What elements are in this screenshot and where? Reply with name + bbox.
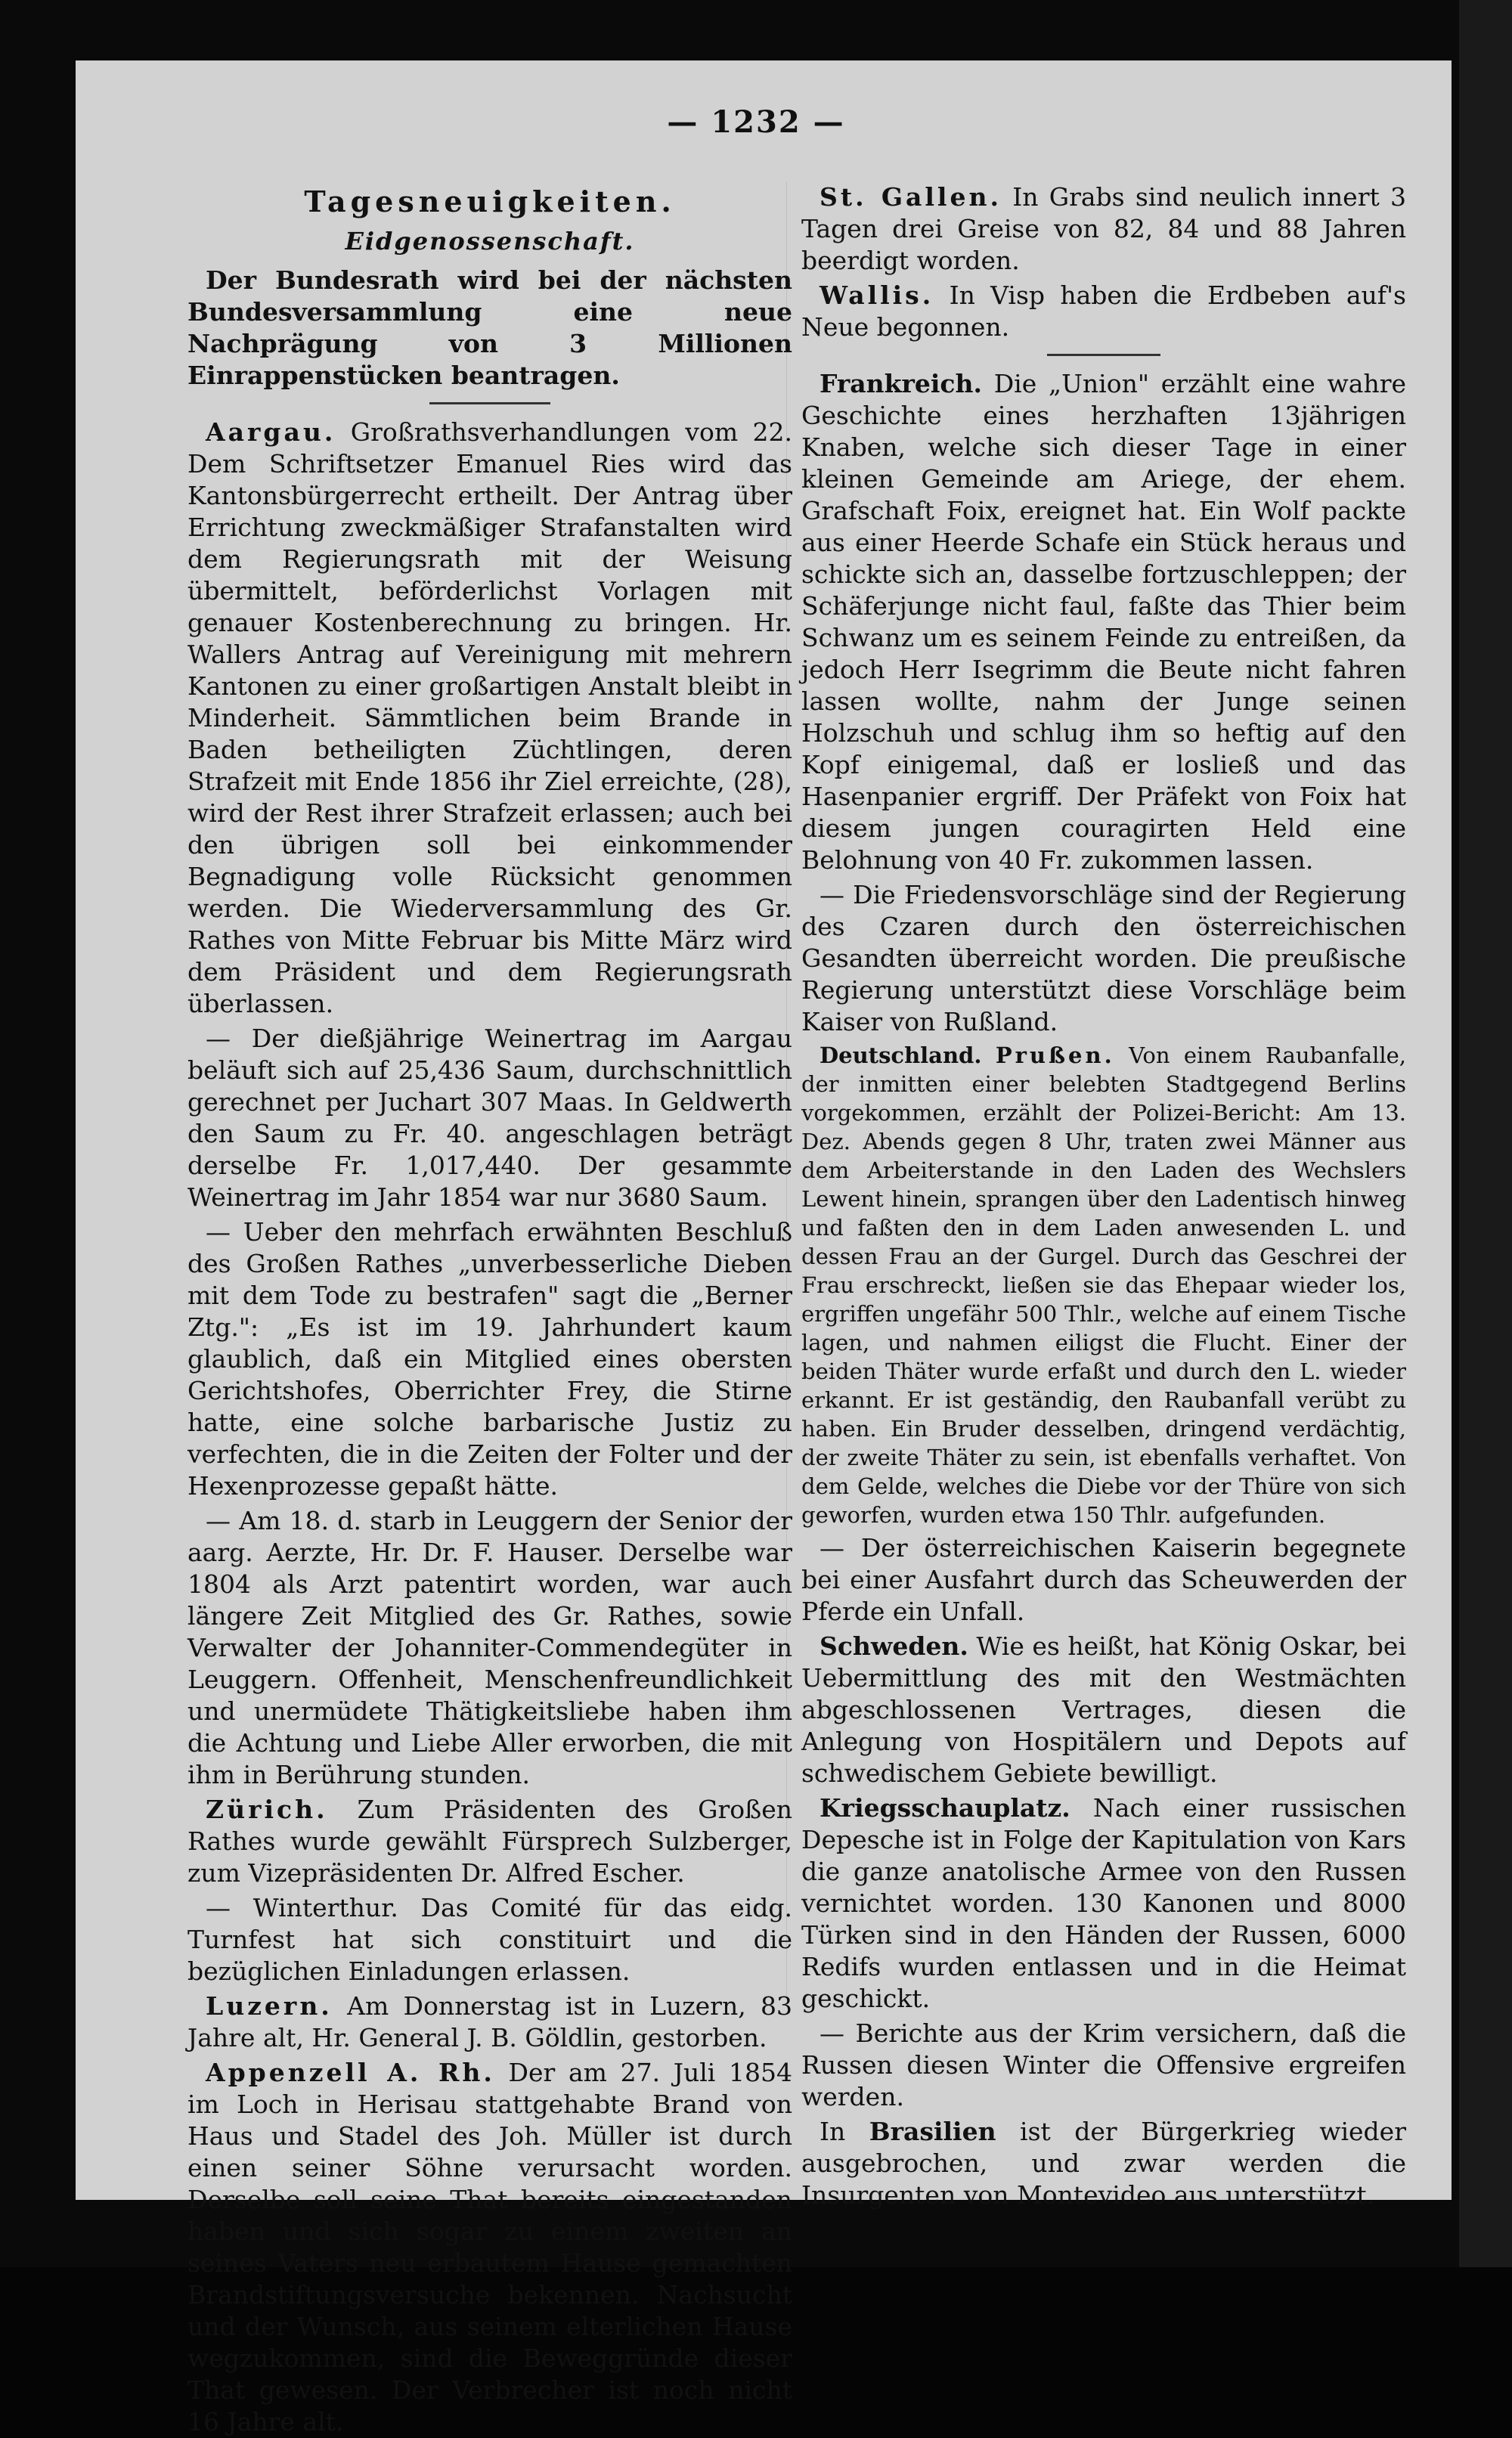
separator-rule [1047, 354, 1160, 356]
article-luzern: Luzern. Am Donnerstag ist in Luzern, 83 Jahre alt, Hr. General J. B. Göldlin, gestorben. [187, 1991, 792, 2052]
scan-edge-strip [1459, 0, 1512, 2267]
article-st-gallen: St. Gallen. In Grabs sind neulich innert 3 Tagen drei Greise von 82, 84 und 88 Jahren beerdigt worden. [801, 182, 1406, 275]
article-brasilien: In Brasilien ist der Bürgerkrieg wieder ausgebrochen, und zwar werden die Insurgenten von Montevideo aus unterstützt. [801, 2117, 1406, 2210]
page-number: — 1232 — [667, 104, 845, 140]
article-wallis: Wallis. In Visp haben die Erdbeben auf's Neue begonnen. [801, 280, 1406, 342]
left-column [187, 181, 792, 2436]
article-bundesrath: Der Bundesrath wird bei der nächsten Bundesversammlung eine neue Nachprägung von 3 Millionen Einrappenstücken beantragen. [187, 265, 792, 390]
article-weinertrag: — Der dießjährige Weinertrag im Aargau beläuft sich auf 25,436 Saum, durchschnittlich gerechnet per Juchart 307 Maas. In Geldwerth den Saum zu Fr. 40. angeschlagen beträgt derselbe Fr. 1,017,440. Der gesammte Weinertrag im Jahr 1854 war nur 3680 Saum. [187, 1024, 792, 1212]
article-aargau: Aargau. Großrathsverhandlungen vom 22. Dem Schriftsetzer Emanuel Ries wird das Kantonsbürgerrecht ertheilt. Der Antrag über Errichtung zweckmäßiger Strafanstalten wird dem Regierungsrath mit der Weisung übermittelt, beförderlichst Vorlagen mit genauer Kostenberechnung zu bringen. Hr. Wallers Antrag auf Vereinigung mit mehrern Kantonen zu einer großartigen Anstalt bleibt in Minderheit. Sämmtlichen beim Brande in Baden betheiligten Züchtlingen, deren Strafzeit mit Ende 1856 ihr Ziel erreichte, (28), wird der Rest ihrer Strafzeit erlassen; auch bei den übrigen soll bei einkommender Begnadigung volle Rücksicht genommen werden. Die Wiederversammlung des Gr. Rathes von Mitte Februar bis Mitte März wird dem Präsident und dem Regierungsrath überlassen. [187, 417, 792, 1018]
article-friedensvorschlaege: — Die Friedensvorschläge sind der Regierung des Czaren durch den österreichischen Gesandten überreicht worden. Die preußische Regierung unterstützt diese Vorschläge beim Kaiser von Rußland. [801, 880, 1406, 1036]
article-schweden: Schweden. Wie es heißt, hat König Oskar, bei Uebermittlung des mit den Westmächten abgeschlossenen Vertrages, diesen die Anlegung von Hospitälern und Depots auf schwedischem Gebiete bewilligt. [801, 1631, 1407, 1788]
article-kaiserin: — Der österreichischen Kaiserin begegnete bei einer Ausfahrt durch das Scheuwerden der Pferde ein Unfall. [801, 1533, 1406, 1626]
article-beschluss: — Ueber den mehrfach erwähnten Beschluß des Großen Rathes „unverbesserliche Dieben mit dem Tode zu bestrafen" sagt die „Berner Ztg.": „Es ist im 19. Jahrhundert kaum glaublich, daß ein Mitglied eines obersten Gerichtshofes, Oberrichter Frey, die Stirne hatte, eine solche barbarische Justiz zu verfechten, die in die Zeiten der Folter und der Hexenprozesse gepaßt hätte. [187, 1217, 792, 1501]
article-krim: — Berichte aus der Krim versichern, daß die Russen diesen Winter die Offensive ergreifen werden. [801, 2018, 1406, 2111]
article-appenzell: Appenzell A. Rh. Der am 27. Juli 1854 im Loch in Herisau stattgehabte Brand von Haus und Stadel des Joh. Müller ist durch einen seiner Söhne verursacht worden. Derselbe soll seine That bereits eingestanden haben und sich sogar zu einem zweiten an seines Vaters neu erbautem Hause gemachten Brandstiftungsversuche bekennen. Nachsucht und der Wunsch, aus seinem elterlichen Hause wegzukommen, sind die Beweggründe dieser That gewesen. Der Verbrecher ist noch nicht 16 Jahre alt. [187, 2058, 792, 2436]
separator-rule [429, 402, 550, 404]
section-subtitle: Eidgenossenschaft. [345, 227, 635, 256]
article-hauser: — Am 18. d. starb in Leuggern der Senior der aarg. Aerzte, Hr. Dr. F. Hauser. Derselbe war 1804 als Arzt patentirt worden, war auch längere Zeit Mitglied des Gr. Rathes, sowie Verwalter der Johanniter-Commendegüter in Leuggern. Offenheit, Menschenfreundlichkeit und unermüdete Thätigkeitsliebe haben ihm die Achtung und Liebe Aller erworben, die mit ihm in Berührung stunden. [187, 1506, 792, 1789]
article-zuerich: Zürich. Zum Präsidenten des Großen Rathes wurde gewählt Fürsprech Sulzberger, zum Vizepräsidenten Dr. Alfred Escher. [187, 1795, 792, 1888]
article-kriegsschauplatz: Kriegsschauplatz. Nach einer russischen Depesche ist in Folge der Kapitulation von Kars die ganze anatolische Armee von den Russen vernichtet worden. 130 Kanonen und 8000 Türken sind in den Händen der Russen, 6000 Redifs wurden entlassen und in die Heimat geschickt. [801, 1793, 1406, 2013]
article-deutschland: Deutschland. Prußen. Von einem Raubanfalle, der inmitten einer belebten Stadtgegend Berlins vorgekommen, erzählt der Polizei-Bericht: Am 13. Dez. Abends gegen 8 Uhr, traten zwei Männer aus dem Arbeiterstande in den Laden des Wechslers Lewent hinein, sprangen über den Ladentisch hinweg und faßten den in dem Laden anwesenden L. und dessen Frau an der Gurgel. Durch das Geschrei der Frau erschreckt, ließen sie das Ehepaar wieder los, ergriffen ungefähr 500 Thlr., welche auf einem Tische lagen, und nahmen eiligst die Flucht. Einer der beiden Thäter wurde erfaßt und durch den L. wieder erkannt. Er ist geständig, den Raubanfall verübt zu haben. Ein Bruder desselben, dringend verdächtig, der zweite Thäter zu sein, ist ebenfalls verhaftet. Von dem Gelde, welches die Diebe vor der Thüre von sich geworfen, wurden etwa 150 Thlr. aufgefunden. [801, 1042, 1407, 1528]
article-winterthur: — Winterthur. Das Comité für das eidg. Turnfest hat sich constituirt und die bezüglichen Einladungen erlassen. [187, 1893, 792, 1986]
right-column [801, 181, 1407, 2210]
section-title: Tagesneuigkeiten. [304, 184, 676, 218]
article-frankreich: Frankreich. Die „Union" erzählt eine wahre Geschichte eines herzhaften 13jährigen Knaben, welche sich dieser Tage in einer kleinen Gemeinde am Ariege, der ehem. Grafschaft Foix, ereignet hat. Ein Wolf packte aus einer Heerde Schafe ein Stück heraus und schickte sich an, dasselbe fortzuschleppen; der Schäferjunge nicht faul, faßte das Thier beim Schwanz um es seinem Feinde zu entreißen, da jedoch Herr Isegrimm die Beute nicht fahren lassen wollte, nahm der Junge seinen Holzschuh und schlug ihm so heftig auf den Kopf einigemal, daß er losließ und das Hasenpanier ergriff. Der Präfekt von Foix hat diesem jungen couragirten Held eine Belohnung von 40 Fr. zukommen lassen. [801, 369, 1407, 875]
